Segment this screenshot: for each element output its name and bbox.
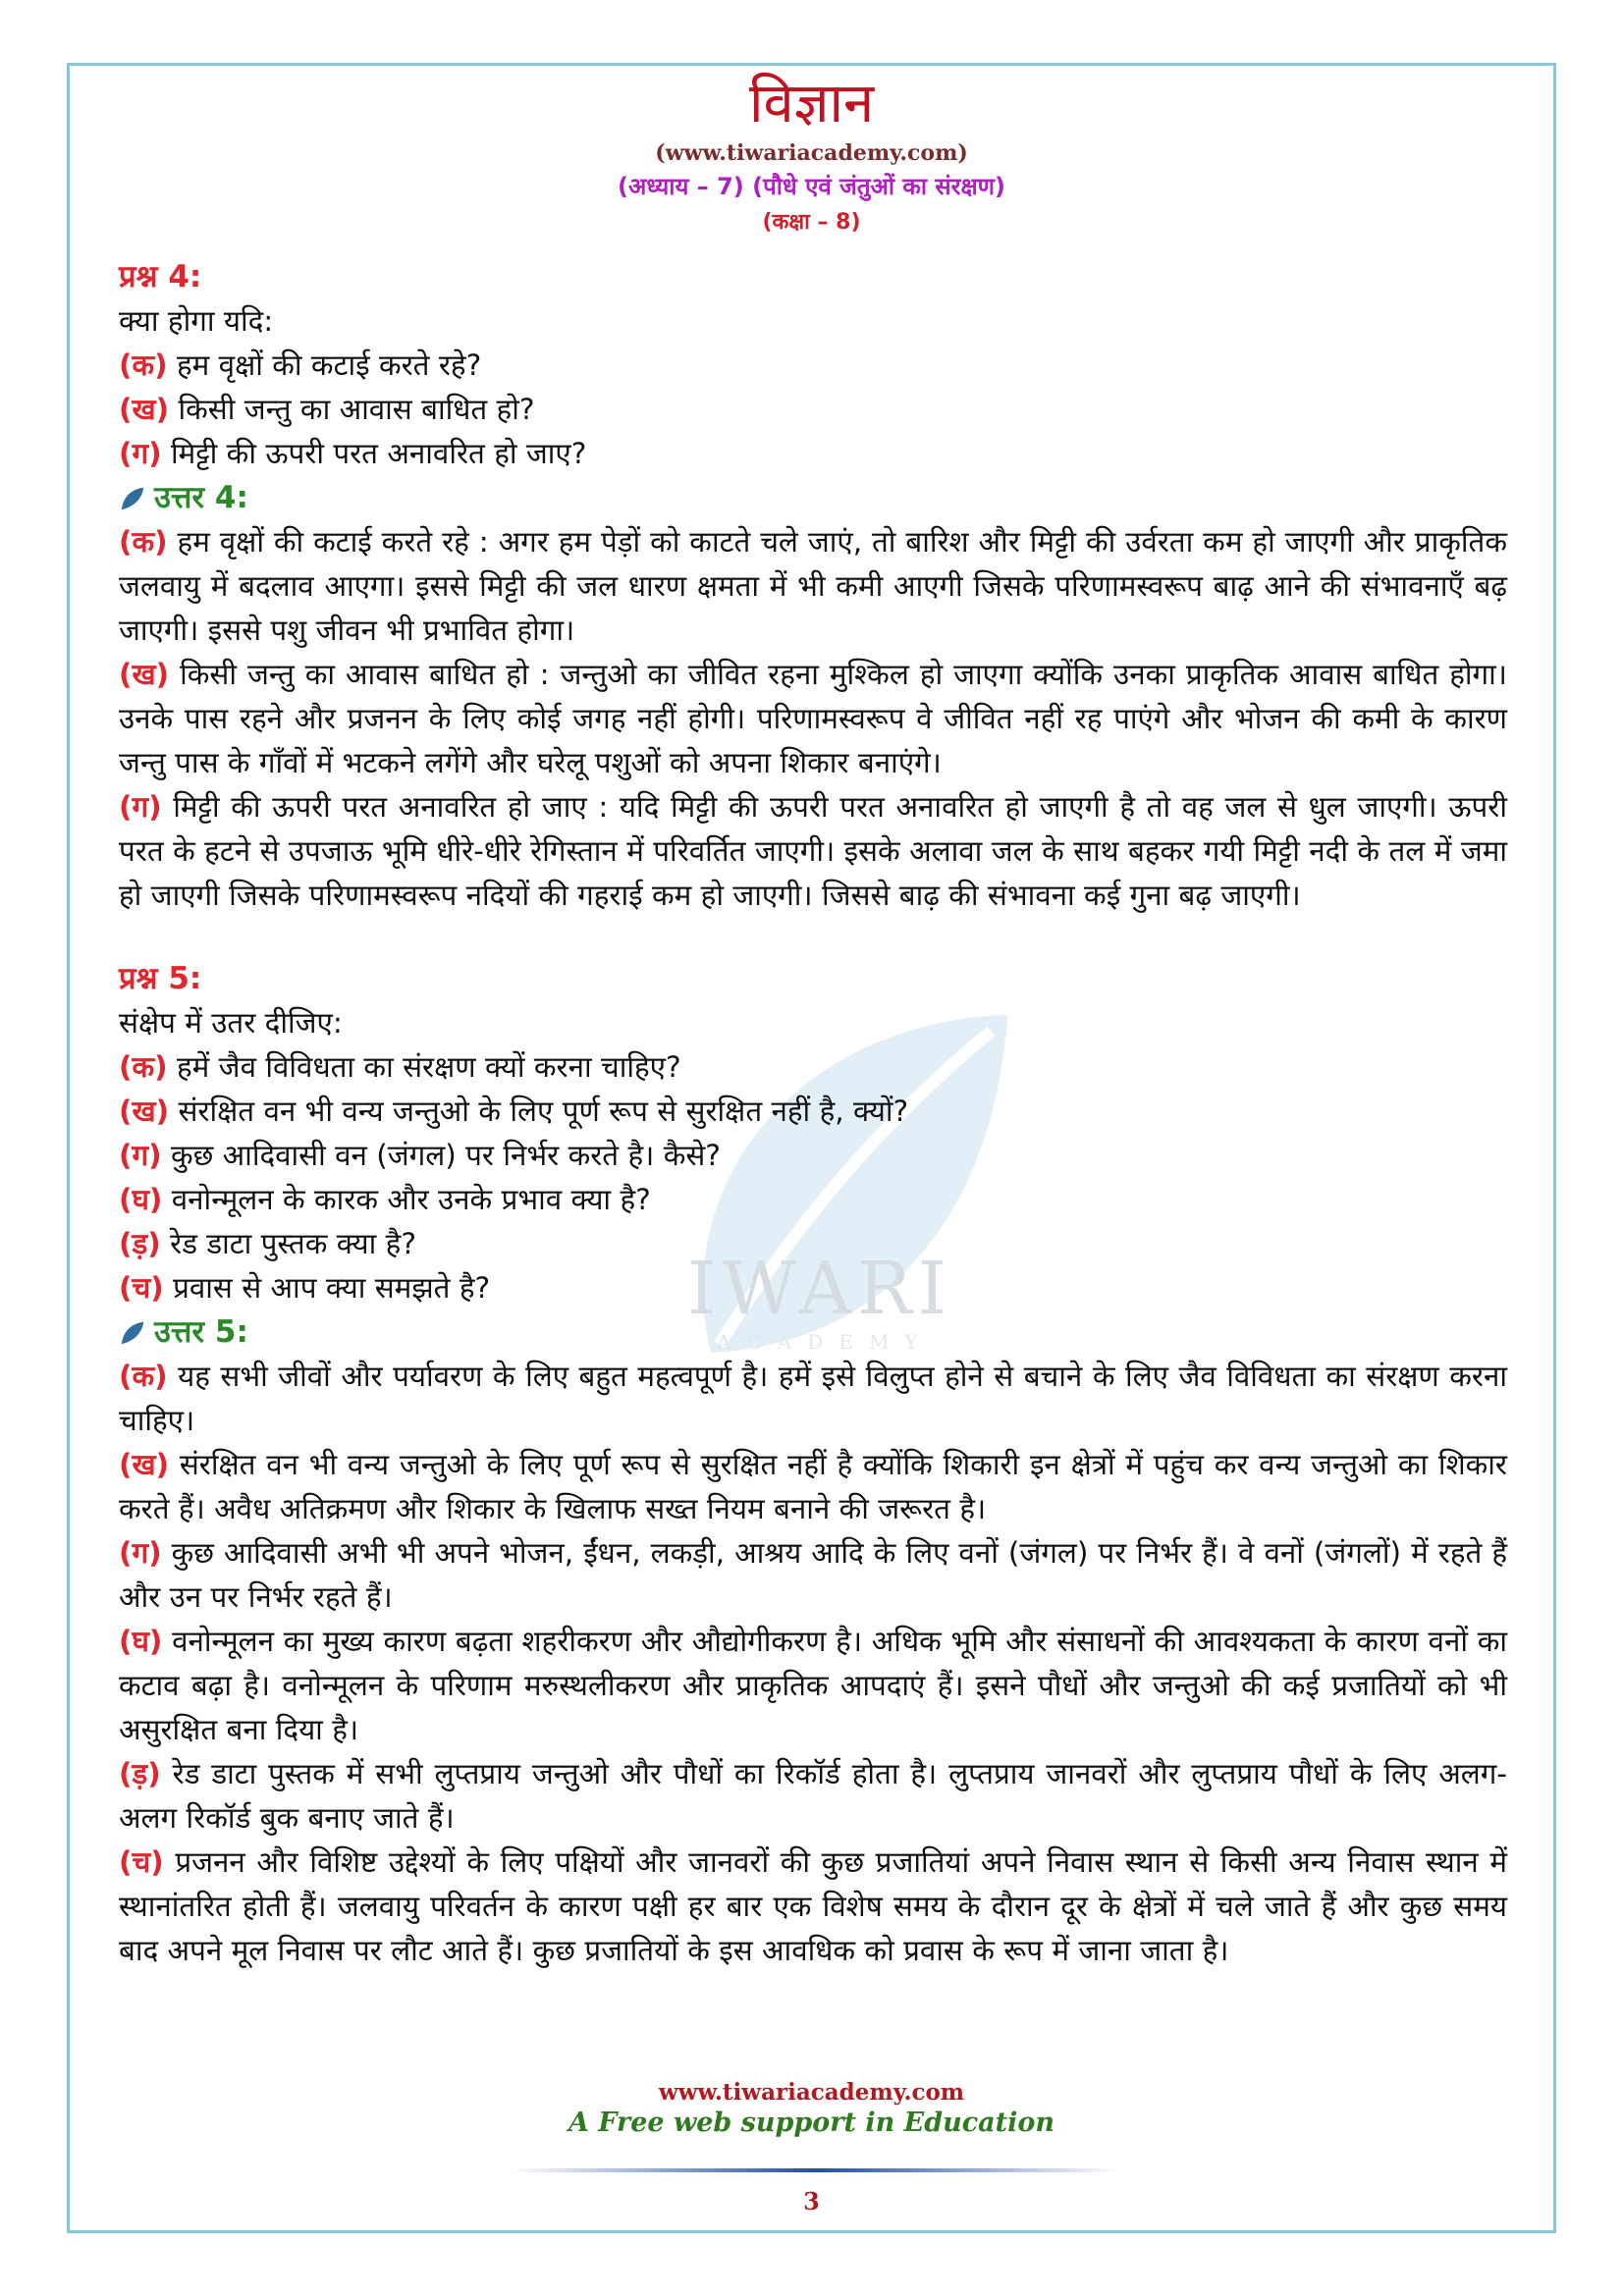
item-label: (ग) [119,437,162,470]
item-label: (ड़) [119,1227,161,1260]
question-5-heading: प्रश्न 5: [119,961,202,996]
item-text: कुछ आदिवासी अभी भी अपने भोजन, ईंधन, लकड़ी, आश्रय आदि के लिए वनों (जंगल) पर निर्भर हैं। वे वनों (जंगलों) में रहते हैं और उन पर निर्भर रहते हैं। [119,1536,1507,1614]
answer-item [119,1531,1507,1620]
item-text: मिट्टी की ऊपरी परत अनावरित हो जाए? [161,437,587,470]
question-item [119,1045,1507,1090]
question-item [119,1178,1507,1222]
item-text: रेड डाटा पुस्तक क्या है? [160,1227,416,1260]
answer-heading-text: उत्तर 5: [154,1314,248,1350]
item-text: यह सभी जीवों और पर्यावरण के लिए बहुत महत्वपूर्ण है। हमें इसे विलुप्त होने से बचाने के लिए जैव विविधता का संरक्षण करना चाहिए। [119,1360,1507,1437]
item-text: हमें जैव विविधता का संरक्षण क्यों करना चाहिए? [167,1050,681,1084]
section-spacer [119,918,1507,957]
item-label: (ख) [119,1095,170,1128]
item-text: प्रवास से आप क्या समझते है? [163,1271,491,1305]
answer-5-heading [119,1310,1507,1355]
answer-item [119,520,1507,653]
item-text: संरक्षित वन भी वन्य जन्तुओ के लिए पूर्ण रूप से सुरक्षित नहीं है क्योंकि शिकारी इन क्षेत्रों में पहुंच कर वन्य जन्तुओ का शिकार करते हैं। अवैध अतिक्रमण और शिकार के खिलाफ सख्त नियम बनाने की जरूरत है। [119,1448,1507,1525]
item-label: (ड़) [119,1757,161,1790]
question-item [119,344,1507,388]
chapter-title: (अध्याय – 7) (पौधे एवं जंतुओं का संरक्षण) [618,173,1005,201]
answer-4-heading [119,476,1507,520]
question-item [119,1134,1507,1178]
page-header [0,71,1623,236]
footer-url[interactable]: www.tiwariacademy.com [658,2079,965,2106]
question-item [119,1090,1507,1134]
pen-leaf-icon [119,1319,146,1347]
footer-tagline: A Free web support in Education [568,2108,1055,2138]
main-content [119,255,1507,1973]
item-text: रेड डाटा पुस्तक में सभी लुप्तप्राय जन्तुओ और पौधों का रिकॉर्ड होता है। लुप्तप्राय जानवरों और लुप्तप्राय पौधों के लिए अलग-अलग रिकॉर्ड बुक बनाए जाते हैं। [119,1757,1507,1835]
question-item [119,388,1507,432]
item-label: (घ) [119,1625,163,1658]
watermark-text: IWARI [687,1247,952,1331]
item-label: (ग) [119,790,162,824]
page-title: विज्ञान [748,72,875,135]
item-label: (च) [119,1271,164,1305]
question-item [119,432,1507,476]
item-label: (च) [119,1845,164,1879]
item-label: (ग) [119,1139,162,1172]
item-label: (क) [119,525,168,559]
answer-item [119,653,1507,785]
question-item [119,1222,1507,1266]
item-text: मिट्टी की ऊपरी परत अनावरित हो जाए : यदि मिट्टी की ऊपरी परत अनावरित हो जाएगी है तो वह जल से धुल जाएगी। ऊपरी परत के हटने से उपजाऊ भूमि धीरे-धीरे रेगिस्तान में परिवर्तित जाएगी। इसके अलावा जल के साथ बहकर गयी मिट्टी नदी के तल में जमा हो जाएगी जिसके परिणामस्वरूप नदियों की गहराई कम हो जाएगी। जिससे बाढ़ की संभावना कई गुना बढ़ जाएगी। [119,790,1507,912]
question-4-intro: क्या होगा यदि: [119,304,274,338]
item-label: (क) [119,1360,168,1393]
page-number: 3 [803,2187,820,2216]
item-text: हम वृक्षों की कटाई करते रहे : अगर हम पेड़ों को काटते चले जाएं, तो बारिश और मिट्टी की उर्वरता कम हो जाएगी और प्राकृतिक जलवायु में बदलाव आएगा। इससे मिट्टी की जल धारण क्षमता में भी कमी आएगी जिसके परिणामस्वरूप बाढ़ आने की संभावनाएँ बढ़ जाएगी। इससे पशु जीवन भी प्रभावित होगा। [119,525,1507,647]
answer-item [119,1620,1507,1752]
item-text: वनोन्मूलन का मुख्य कारण बढ़ता शहरीकरण और औद्योगीकरण है। अधिक भूमि और संसाधनों की आवश्यकता के कारण वनों का कटाव बढ़ा है। वनोन्मूलन के परिणाम मरुस्थलीकरण और प्राकृतिक आपदाएं हैं। इसने पौधों और जन्तुओ की कई प्रजातियों को भी असुरक्षित बना दिया है। [119,1625,1507,1746]
answer-item [119,785,1507,918]
page-footer [0,2079,1623,2138]
item-label: (ग) [119,1536,162,1570]
item-label: (घ) [119,1183,163,1216]
pen-leaf-icon [119,485,146,512]
item-label: (ख) [119,658,170,691]
watermark-subtext: ACADEMY [717,1330,934,1354]
answer-item [119,1752,1507,1841]
item-text: वनोन्मूलन के कारक और उनके प्रभाव क्या है? [162,1183,651,1216]
answer-item [119,1443,1507,1531]
footer-divider [511,2167,1119,2173]
item-label: (क) [119,1050,168,1084]
item-text: प्रजनन और विशिष्ट उद्देश्यों के लिए पक्षियों और जानवरों की कुछ प्रजातियां अपने निवास स्थान से किसी अन्य निवास स्थान में स्थानांतरित होती हैं। जलवायु परिवर्तन के कारण पक्षी हर बार एक विशेष समय के दौरान दूर के क्षेत्रों में चले जाते हैं और कुछ समय बाद अपने मूल निवास पर लौट आते हैं। कुछ प्रजातियों के इस आवधिक को प्रवास के रूप में जाना जाता है। [119,1845,1507,1967]
answer-item [119,1355,1507,1443]
question-item [119,1266,1507,1310]
item-text: हम वृक्षों की कटाई करते रहे? [167,348,482,382]
class-label: (कक्षा – 8) [762,210,861,236]
item-text: कुछ आदिवासी वन (जंगल) पर निर्भर करते है। कैसे? [161,1139,721,1172]
question-4-heading: प्रश्न 4: [119,259,202,294]
item-text: संरक्षित वन भी वन्य जन्तुओ के लिए पूर्ण रूप से सुरक्षित नहीं है, क्यों? [169,1095,909,1128]
item-label: (क) [119,348,168,382]
answer-heading-text: उत्तर 4: [154,480,248,515]
item-label: (ख) [119,393,170,426]
item-label: (ख) [119,1448,170,1481]
answer-item [119,1841,1507,1973]
header-url: (www.tiwariacademy.com) [655,140,968,167]
item-text: किसी जन्तु का आवास बाधित हो? [169,393,535,426]
item-text: किसी जन्तु का आवास बाधित हो : जन्तुओ का जीवित रहना मुश्किल हो जाएगा क्योंकि उनका प्राकृतिक आवास बाधित होगा। उनके पास रहने और प्रजनन के लिए कोई जगह नहीं होगी। परिणामस्वरूप वे जीवित नहीं रह पाएंगे और भोजन की कमी के कारण जन्तु पास के गाँवों में भटकने लगेंगे और घरेलू पशुओं को अपना शिकार बनाएंगे। [119,658,1507,779]
question-5-intro: संक्षेप में उतर दीजिए: [119,1006,343,1040]
